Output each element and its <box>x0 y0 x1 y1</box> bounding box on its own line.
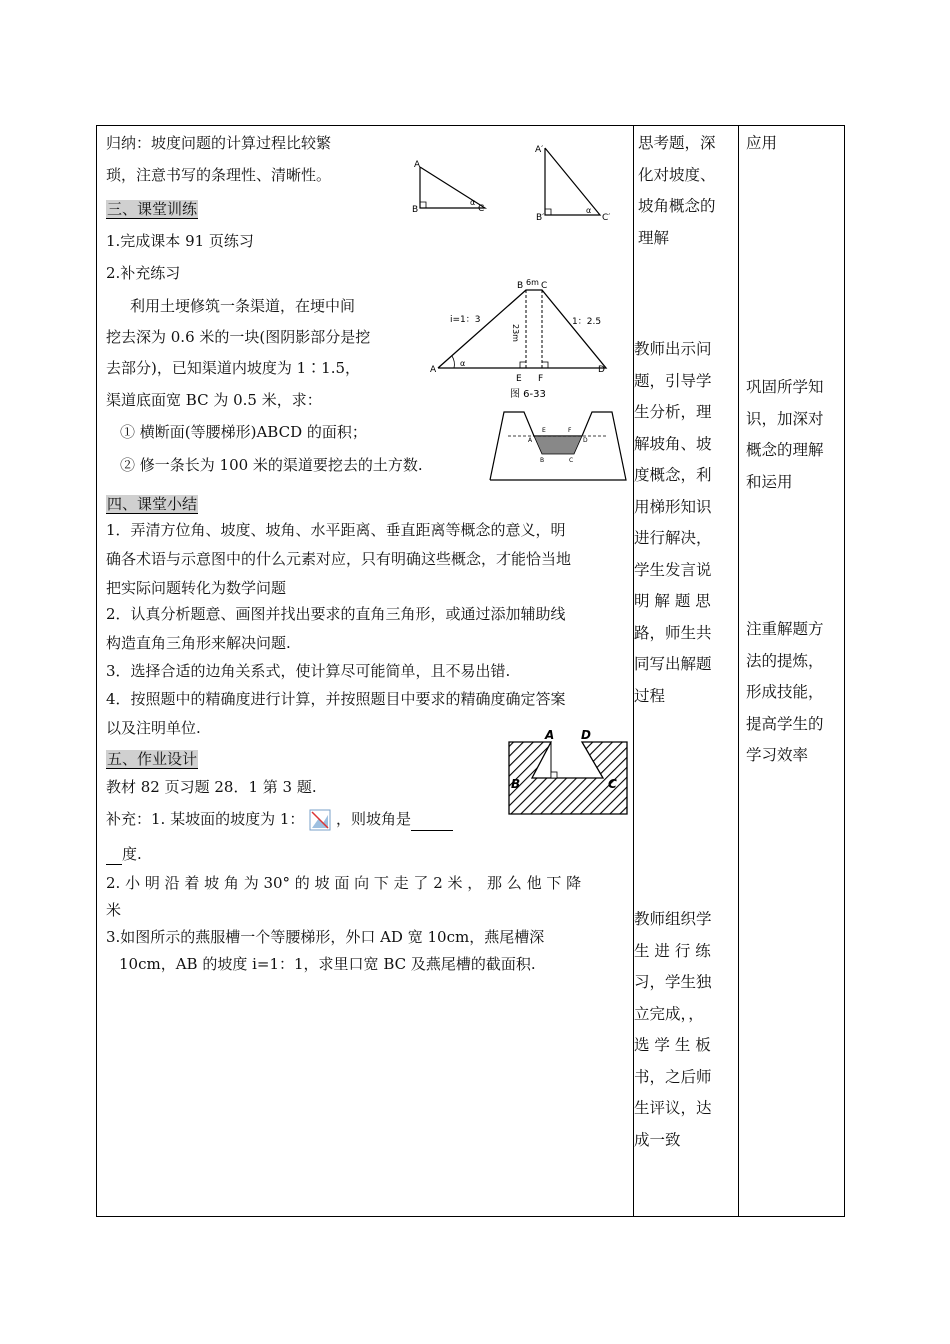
label-c-prime: C′ <box>602 213 611 223</box>
label-height: 23m <box>511 324 520 342</box>
problem-question: ② 修一条长为 100 米的渠道要挖去的土方数. <box>120 456 423 474</box>
label-e: E <box>516 374 522 384</box>
label-e: E <box>542 427 546 434</box>
cell-line: 学习效率 <box>746 746 809 764</box>
homework-item: 3.如图所示的燕服槽一个等腰梯形，外口 AD 宽 10cm，燕尾槽深 <box>106 928 545 946</box>
cell-line: 生 进 行 练 <box>634 941 711 960</box>
homework-supplement <box>106 808 453 831</box>
label-top-width: 6m <box>526 278 539 287</box>
purpose-2 <box>746 372 844 498</box>
cell-line: 思考题，深 <box>638 134 716 152</box>
cell-line: 生评议，达 <box>634 1099 712 1117</box>
figure-caption: 图 6-33 <box>510 389 546 400</box>
homework-supplement-end <box>106 843 142 865</box>
label-b-prime: B′ <box>536 213 545 223</box>
label-left-slope: i=1：3 <box>450 315 481 325</box>
cell-line: 过程 <box>634 686 666 705</box>
label-a: A <box>545 728 555 742</box>
broken-image-icon <box>309 809 331 831</box>
cell-line: 同写出解题 <box>634 655 712 673</box>
label-f: F <box>568 427 572 434</box>
answer-blank <box>411 814 453 831</box>
label-b: B <box>412 205 419 215</box>
cell-line: 进行解决， <box>634 529 712 547</box>
cell-line: 学生发言说 <box>634 560 712 579</box>
cell-line: 明 解 题 思 <box>634 592 711 610</box>
cell-line: 度概念，利 <box>634 466 712 484</box>
cell-line: 教师出示问 <box>634 340 712 358</box>
supplement-prefix: 补充：1. 某坡面的坡度为 1： <box>106 810 305 828</box>
trapezoid-figure <box>428 276 628 400</box>
summary-point: 2．认真分析题意、画图并找出要求的直角三角形，或通过添加辅助线 <box>106 605 566 623</box>
cell-line: 提高学生的 <box>746 714 824 733</box>
cell-line: 路，师生共 <box>634 623 712 642</box>
cell-line: 解坡角、坡 <box>634 434 712 453</box>
label-b: B <box>517 281 524 291</box>
summary-point: 把实际问题转化为数学问题 <box>106 579 287 597</box>
summary-text: 琐，注意书写的条理性、清晰性。 <box>106 166 332 184</box>
triangle-abc-prime <box>535 145 610 223</box>
label-d: D <box>583 437 588 444</box>
triangle-figures <box>408 140 628 225</box>
purpose-3 <box>746 614 844 772</box>
section-heading-summary: 四、课堂小结 <box>107 495 198 513</box>
cell-line: 化对坡度、 <box>638 165 716 184</box>
homework-item: 10cm，AB 的坡度 i=1：1，求里口宽 BC 及燕尾槽的截面积. <box>119 955 536 973</box>
homework-item: 米 <box>106 901 122 919</box>
cell-line: 概念的理解 <box>746 441 824 459</box>
label-a: A <box>528 437 533 444</box>
summary-point: 4．按照题中的精确度进行计算，并按照题目中要求的精确度确定答案 <box>106 690 566 708</box>
exercise-item: 2.补充练习 <box>106 264 181 282</box>
cell-line: 题，引导学 <box>634 371 712 390</box>
column-divider-2 <box>738 126 739 1216</box>
cell-line: 和运用 <box>746 472 793 491</box>
cell-line: 法的提炼， <box>746 651 824 670</box>
cell-line: 巩固所学知 <box>746 378 824 396</box>
homework-item: 教材 82 页习题 28．1 第 3 题. <box>106 778 317 796</box>
cell-line: 成一致 <box>634 1130 681 1149</box>
label-f: F <box>538 374 544 384</box>
supplement-suffix: ，则坡角是 <box>335 810 411 828</box>
teacher-activity-3 <box>634 904 734 1156</box>
label-right-slope: 1：2.5 <box>572 317 602 327</box>
answer-blank <box>106 848 122 865</box>
cell-line: 坡角概念的 <box>638 197 716 215</box>
label-alpha: α <box>470 198 476 207</box>
label-b: B <box>540 457 545 464</box>
dovetail-figure <box>507 728 629 818</box>
summary-point: 1．弄清方位角、坡度、坡角、水平距离、垂直距离等概念的意义，明 <box>106 521 566 539</box>
problem-text: 挖去深为 0.6 米的一块(图阴影部分是挖 <box>106 328 371 346</box>
homework-item: 2. 小 明 沿 着 坡 角 为 30° 的 坡 面 向 下 走 了 2 米 ， 那 么 他 下 降 <box>106 874 582 892</box>
summary-point: 3．选择合适的边角关系式，使计算尽可能简单，且不易出错. <box>106 662 511 680</box>
label-c: C <box>608 777 617 791</box>
label-a-prime: A′ <box>535 145 544 155</box>
triangle-abc <box>412 160 485 215</box>
problem-text: 利用土埂修筑一条渠道，在埂中间 <box>130 297 356 315</box>
cell-line: 立完成，， <box>634 1004 704 1023</box>
cell-line: 注重解题方 <box>746 620 824 638</box>
cell-line: 形成技能， <box>746 683 824 701</box>
exercise-item: 1.完成课本 91 页练习 <box>106 232 254 250</box>
label-a: A <box>414 160 421 170</box>
label-a: A <box>430 365 437 375</box>
label-b: B <box>511 777 521 791</box>
summary-point: 确各术语与示意图中的什么元素对应，只有明确这些概念，才能恰当地 <box>106 550 572 568</box>
cell-line: 识，加深对 <box>746 409 824 428</box>
section-heading-homework: 五、作业设计 <box>107 750 198 768</box>
label-c: C <box>541 281 548 291</box>
label-c: C <box>478 204 485 214</box>
channel-figure <box>488 408 628 484</box>
teacher-activity-1 <box>638 128 738 254</box>
supplement-unit: 度. <box>122 845 142 863</box>
cell-line: 理解 <box>638 228 670 247</box>
section-heading-training: 三、课堂训练 <box>107 200 198 218</box>
label-alpha: α <box>586 206 592 215</box>
problem-question: ① 横断面(等腰梯形)ABCD 的面积； <box>120 423 367 441</box>
label-alpha: α <box>460 359 466 368</box>
cell-line: 教师组织学 <box>634 910 712 928</box>
cell-line: 应用 <box>746 134 778 152</box>
label-d: D <box>598 365 605 375</box>
teacher-activity-2 <box>634 334 734 712</box>
label-d: D <box>581 728 591 742</box>
cell-line: 用梯形知识 <box>634 497 712 516</box>
cell-line: 书，之后师 <box>634 1067 712 1086</box>
problem-text: 去部分)，已知渠道内坡度为 1∶1.5， <box>106 359 361 377</box>
summary-point: 构造直角三角形来解决问题. <box>106 634 291 652</box>
cell-line: 生分析，理 <box>634 403 712 421</box>
summary-text: 归纳：坡度问题的计算过程比较繁 <box>106 134 332 152</box>
purpose-1 <box>746 128 844 160</box>
cell-line: 习，学生独 <box>634 973 712 991</box>
summary-point: 以及注明单位. <box>106 719 201 737</box>
label-c: C <box>569 457 574 464</box>
cell-line: 选 学 生 板 <box>634 1036 711 1054</box>
problem-text: 渠道底面宽 BC 为 0.5 米，求： <box>106 391 322 409</box>
